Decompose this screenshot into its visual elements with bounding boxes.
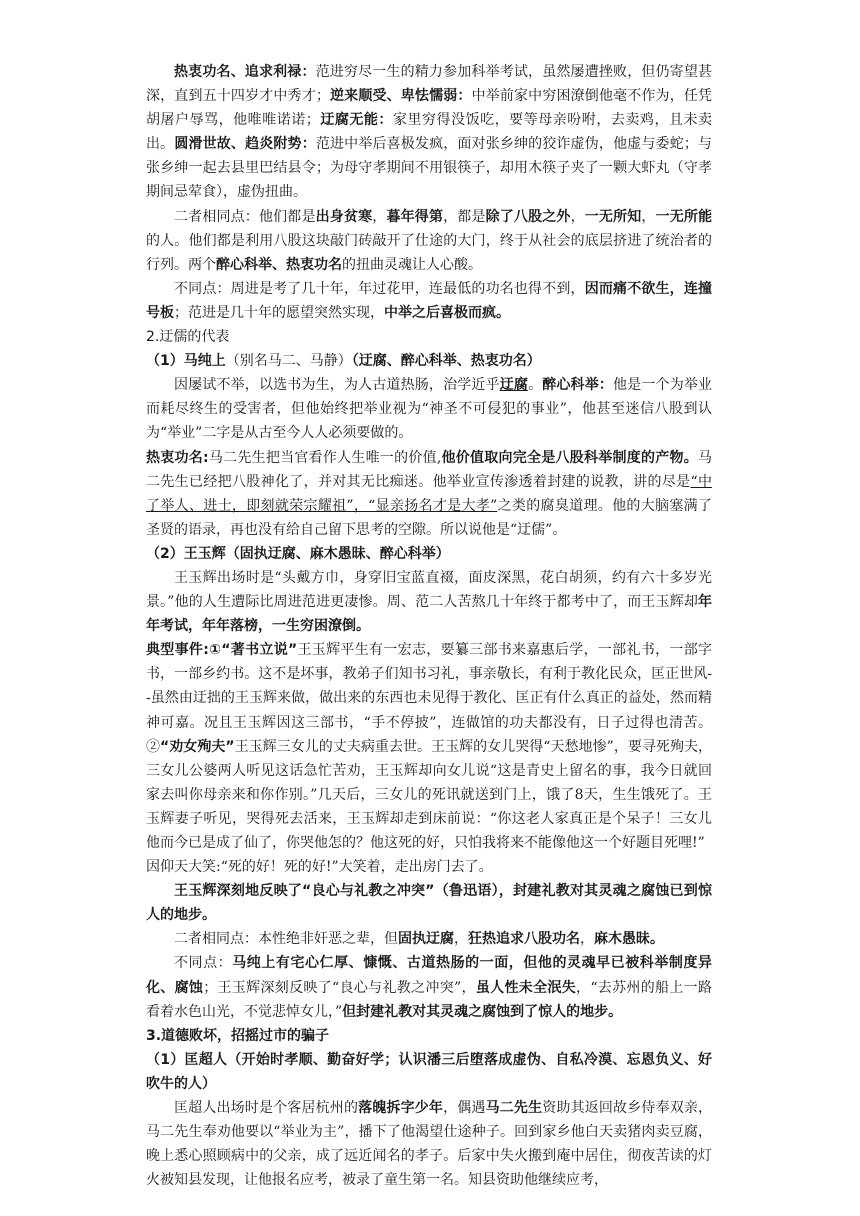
bold-text: 固执迂腐 bbox=[398, 931, 454, 948]
text: 的人。他们都是利用八股这块敲门砖敲开了仕途的大门，终于从社会的底层挤进了统治者的行列。两个 bbox=[146, 232, 712, 273]
text: 家里穷得没饭吃，要等母亲吩咐，去卖鸡，且未卖出。 bbox=[146, 112, 713, 153]
text: （别名马二、马静） bbox=[225, 353, 352, 370]
bold-text: 逆来顺受、卑怯懦弱： bbox=[329, 88, 472, 105]
text: ， bbox=[570, 208, 585, 225]
bold-text: 他价值取向完全是八股科举制度的产物。 bbox=[441, 449, 699, 466]
bold-text: 典型事件:①“著书立说” bbox=[146, 642, 298, 659]
bold-text: 马纯上有宅心仁厚、慷慨、古道热肠的一面，但他的灵魂早已被科举制度异化、腐蚀 bbox=[146, 955, 713, 996]
bold-text: 热衷功名: bbox=[146, 449, 209, 466]
text: 资助其返回故乡侍奉双亲，马二先生奉劝他要以“举业为主”，播下了他渴望仕途种子。回到家乡他白天卖猪肉卖豆腐，晚上悉心照顾病中的父亲，成了远近闻名的孝子。后家中失火搬到庵中居住，彻夜苦读的灯火被知县发现，让他报名应考，被录了童生第一名。知县资助他继续应考， bbox=[146, 1100, 713, 1189]
bold-text: 醉心科举、热衷功名 bbox=[216, 256, 342, 273]
text: 他是一个为举业而耗尽终生的受害者，但他始终把举业视为“神圣不可侵犯的事业”，他甚至迷信八股到认为“举业”二字是从古至今人人必须要做的。 bbox=[146, 377, 713, 442]
paragraph-wang-events bbox=[146, 638, 712, 855]
bold-text: 因而痛不欲生，连撞号板 bbox=[146, 280, 713, 321]
paragraph-ma-intro bbox=[146, 373, 712, 445]
text: ， bbox=[641, 208, 656, 225]
bold-text: 狂热追求八股功名 bbox=[468, 931, 580, 948]
section-heading-2: 2.迂儒的代表 bbox=[146, 329, 230, 346]
subheading-kuang-chaoren: （1）匡超人（开始时孝顺、勤奋好学；认识潘三后堕落成虚伪、自私冷漠、忘恩负义、好吹牛的人） bbox=[146, 1051, 712, 1092]
text: 王玉辉三女儿的丈夫病重去世。王玉辉的女儿哭得“天愁地惨”，要寻死殉夫，三女儿公婆两人听见这话急忙苦劝，王玉辉却向女儿说“这是青史上留名的事，我今日就回家去叫你母亲来和你作别。”几天后，三女儿的死讯就送到门上，饿了8天，生生饿死了。王玉辉妻子听见，哭得死去活来，王玉辉却走到床前说：“你这老人家真正是个呆子！三女儿他而今已是成了仙了，你哭他怎的？他这死的好，只怕我将来不能像他这一个好题目死哩!” bbox=[146, 738, 712, 851]
bold-text: 出身贫寒 bbox=[315, 208, 373, 225]
paragraph-differences-2 bbox=[146, 951, 712, 1023]
bold-text: 中举之后喜极而疯。 bbox=[384, 304, 510, 321]
text: 范进穷尽一生的精力参加科举考试，虽然屡遭挫败，但仍寄望甚深，直到五十四岁才中秀才； bbox=[146, 64, 713, 105]
text: ， bbox=[372, 208, 387, 225]
bold-text: 一无所能 bbox=[655, 208, 713, 225]
bold-text: 醉心科举： bbox=[542, 377, 614, 394]
text: 。 bbox=[528, 377, 543, 394]
bold-text: 虽人性未全泯失 bbox=[475, 979, 577, 996]
text: ，偶遇 bbox=[443, 1100, 486, 1117]
bold-text: 除了八股之外 bbox=[485, 208, 571, 225]
text: ，“去苏州的船上一路看着水色山光，不觉悲悼女儿，” bbox=[146, 979, 712, 1020]
paragraph-wang-intro bbox=[146, 566, 712, 638]
text: ；范进是几十年的愿望突然实现， bbox=[174, 304, 384, 321]
bold-text: 热衷功名、追求利禄： bbox=[174, 64, 316, 80]
bold-text: 圆滑世故、趋炎附势： bbox=[174, 136, 316, 153]
bold-text: 年年考试，年年落榜，一生穷困潦倒。 bbox=[146, 594, 712, 635]
paragraph-wang-laugh: 因仰天大笑:“死的好！死的好!”大笑着，走出房门去了。 bbox=[146, 859, 493, 876]
underlined-text: 迂腐 bbox=[499, 377, 529, 394]
bold-text: 但封建礼教对其灵魂之腐蚀到了惊人的地步。 bbox=[342, 1003, 623, 1020]
paragraph-kuang-intro bbox=[146, 1096, 712, 1192]
paragraph-ma-fame bbox=[146, 446, 712, 542]
text: 不同点： bbox=[174, 955, 233, 972]
text: 二者相同点：他们都是 bbox=[174, 208, 316, 225]
bold-text: “劝女殉夫” bbox=[160, 738, 235, 755]
bold-text: 马二先生 bbox=[485, 1100, 543, 1117]
subheading-ma-chunshang bbox=[146, 349, 712, 373]
bold-text: （迂腐、醉心科举、热衷功名） bbox=[351, 353, 541, 370]
paragraph-fanjin-traits bbox=[146, 60, 712, 205]
section-heading-3: 3.道德败坏，招摇过市的骗子 bbox=[146, 1027, 330, 1044]
text: 中举前家中穷困潦倒他毫不作为，任凭胡屠户辱骂，他唯唯诺诺； bbox=[146, 88, 713, 129]
text: 二者相同点：本性绝非奸恶之辈，但 bbox=[174, 931, 398, 948]
bold-text: （1）马纯上 bbox=[146, 353, 226, 370]
text: 范进中举后喜极发疯，面对张乡绅的狡诈虚伪，他虚与委蛇；与张乡绅一起去县里巴结县令；为母守孝期间不用银筷子，却用木筷子夹了一颗大虾丸（守孝期间忌荤食），虚伪扭曲。 bbox=[146, 136, 713, 201]
subheading-wang-yuhui: （2）王玉辉（固执迂腐、麻木愚昧、醉心科举） bbox=[146, 545, 450, 562]
paragraph-similarities-1 bbox=[146, 205, 712, 277]
bold-text: 落魄拆字少年 bbox=[358, 1100, 444, 1117]
text: 马二先生已经把八股神化了，并对其无比痴迷。他举业宣传渗透着封建的说教，讲的尽是 bbox=[146, 449, 713, 490]
paragraph-similarities-2 bbox=[146, 927, 712, 951]
text: 匡超人出场时是个客居杭州的 bbox=[174, 1100, 359, 1117]
text: ，都是 bbox=[443, 208, 486, 225]
text: 马二先生把当官看作人生唯一的价值, bbox=[208, 449, 442, 466]
bold-text: 暮年得第 bbox=[386, 208, 444, 225]
text: 因屡试不举，以选书为生，为人古道热肠，治学近乎 bbox=[174, 377, 500, 394]
underlined-text: “中了举人、进士，即刻就荣宗耀祖”，“显亲扬名才是大孝” bbox=[146, 473, 712, 514]
bold-text: 一无所知 bbox=[584, 208, 642, 225]
paragraph-wang-summary bbox=[146, 879, 712, 927]
document-page bbox=[146, 60, 712, 1192]
text: 之类的腐臭道理。他的大脑塞满了圣贤的语录，再也没有给自己留下思考的空隙。所以说他是“迂儒”。 bbox=[146, 497, 712, 538]
paragraph-differences-1 bbox=[146, 277, 712, 325]
text: ， bbox=[454, 931, 468, 948]
text: 王玉辉平生有一宏志，要纂三部书来嘉惠后学，一部礼书，一部字书，一部乡约书。这不是坏事，教弟子们知书习礼，事亲敬长，有利于教化民众，匡正世风--虽然由迂拙的王玉辉来做，做出来的东西也未见得于教化、匡正有什么真正的益处，然而精神可嘉。况且王玉辉因这三部书，“手不停披”，连做馆的功夫都没有，日子过得也清苦。② bbox=[146, 642, 713, 755]
text: ；王玉辉深刻反映了“良心与礼教之冲突”， bbox=[203, 979, 476, 996]
text: 不同点：周进是考了几十年，年过花甲，连最低的功名也得不到， bbox=[174, 280, 585, 297]
text: ， bbox=[580, 931, 594, 948]
text: 王玉辉出场时是“头戴方巾，身穿旧宝蓝直裰，面皮深黑，花白胡须，约有六十多岁光景。”他的人生遭际比周进范进更凄惨。周、范二人苦熬几十年终于都考中了，而王玉辉却 bbox=[146, 569, 712, 611]
text: 的扭曲灵魂让人心酸。 bbox=[342, 256, 482, 273]
bold-text: 迂腐无能： bbox=[319, 112, 393, 129]
bold-text: 王玉辉深刻地反映了“良心与礼教之冲突”（鲁迅语），封建礼教对其灵魂之腐蚀已到惊人的地步。 bbox=[146, 883, 712, 924]
bold-text: 麻木愚昧。 bbox=[594, 931, 664, 948]
